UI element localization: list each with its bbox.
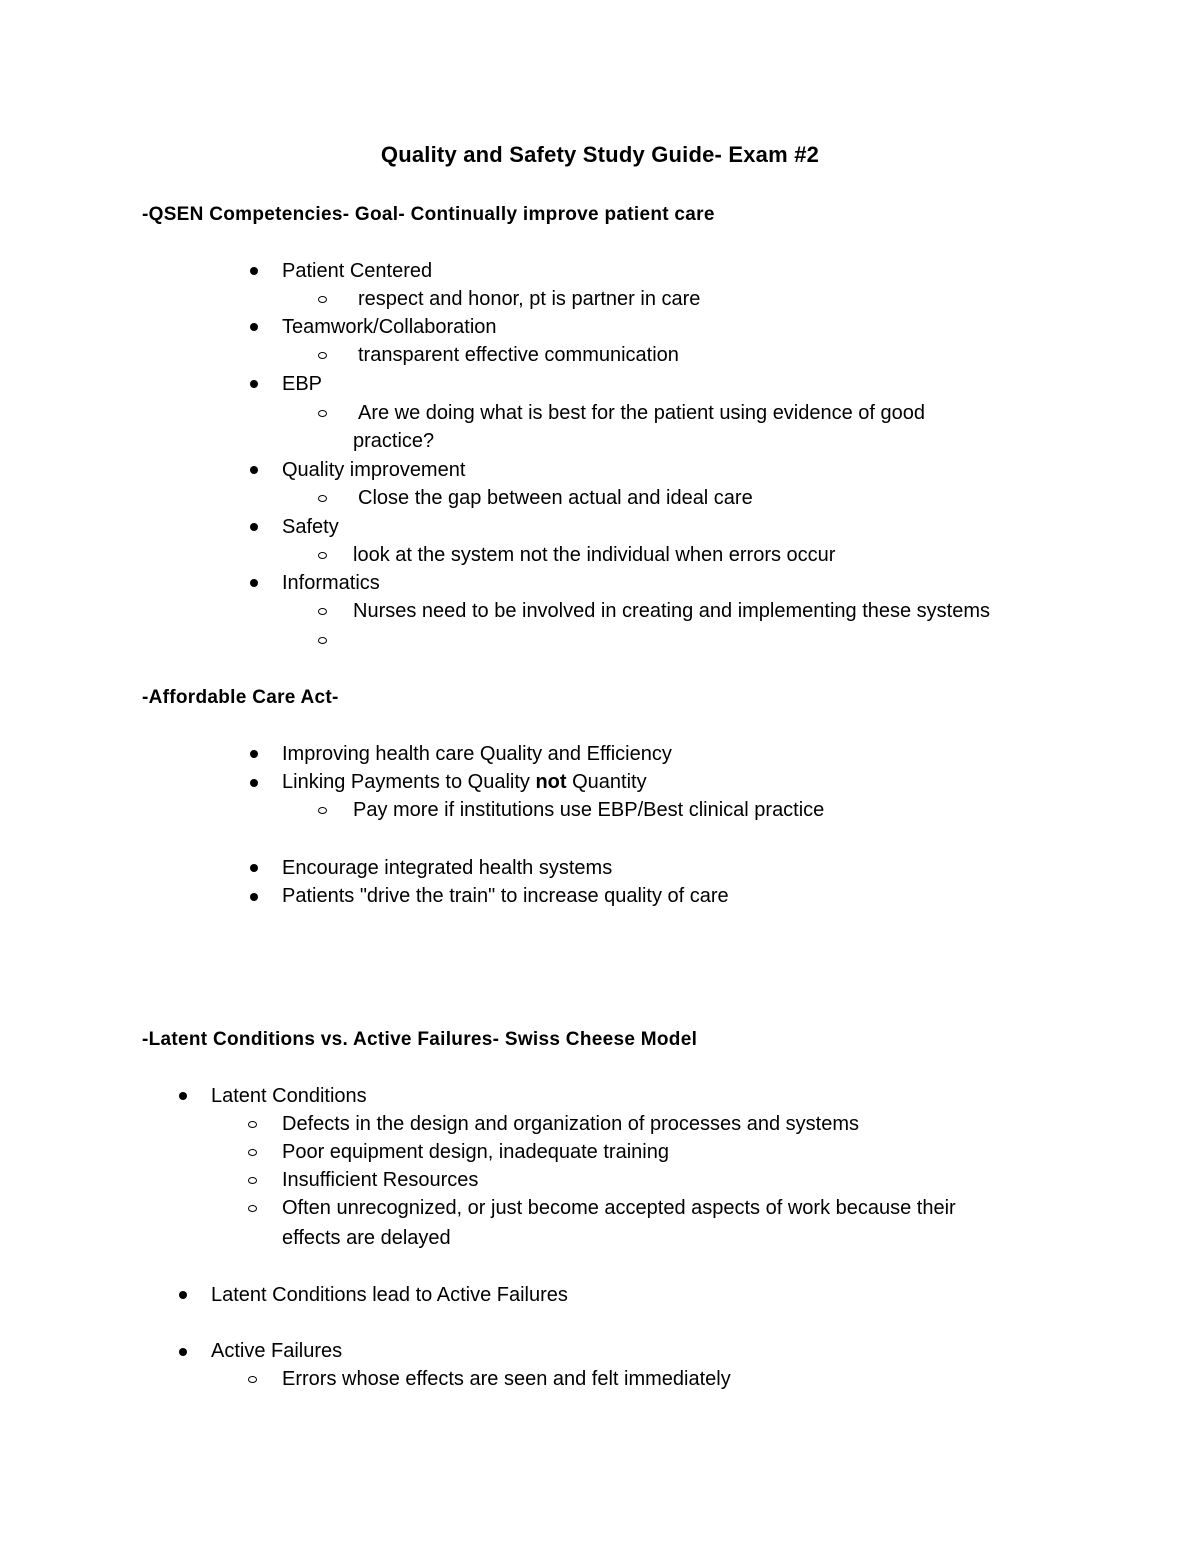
bullet-icon [250,750,258,758]
bullet-icon [250,466,258,474]
list-item: Safety [282,516,339,538]
sub-list-item: Pay more if institutions use EBP/Best clinical practice [353,799,825,821]
sub-list-item-continuation: practice? [353,430,435,452]
hollow-bullet-icon [318,608,327,615]
emphasis-text: not [535,771,567,793]
bullet-icon [250,579,258,587]
sub-list-item: Are we doing what is best for the patient using evidence of good [358,402,926,424]
list-item: Quality improvement [282,459,466,481]
hollow-bullet-icon [318,352,327,359]
bullet-icon [250,323,258,331]
sub-list-item: Often unrecognized, or just become accepted aspects of work because their [282,1197,956,1219]
hollow-bullet-icon [318,410,327,417]
sub-list-item: Poor equipment design, inadequate training [282,1141,669,1163]
list-item-text: Linking Payments to Quality [282,771,536,793]
sub-list-item: look at the system not the individual when errors occur [353,544,836,566]
hollow-bullet-icon [248,1121,257,1128]
section-heading-qsen: -QSEN Competencies- Goal- Continually improve patient care [142,204,715,225]
bullet-icon [250,864,258,872]
hollow-bullet-icon [318,637,327,644]
sub-list-item: Defects in the design and organization of processes and systems [282,1113,859,1135]
sub-list-item: Errors whose effects are seen and felt immediately [282,1368,731,1390]
list-item: Teamwork/Collaboration [282,316,497,338]
hollow-bullet-icon [318,296,327,303]
section-heading-swiss-cheese: -Latent Conditions vs. Active Failures- Swiss Cheese Model [142,1029,698,1050]
list-item: Patient Centered [282,260,433,282]
sub-list-item: transparent effective communication [358,344,679,366]
list-item: Encourage integrated health systems [282,857,613,879]
sub-list-item: Insufficient Resources [282,1169,479,1191]
list-item: Latent Conditions lead to Active Failures [211,1284,568,1306]
list-item [282,768,647,796]
hollow-bullet-icon [248,1376,257,1383]
bullet-icon [250,523,258,531]
hollow-bullet-icon [248,1205,257,1212]
list-item: Active Failures [211,1340,343,1362]
bullet-icon [179,1348,187,1356]
hollow-bullet-icon [318,552,327,559]
hollow-bullet-icon [318,807,327,814]
section-heading-aca: -Affordable Care Act- [142,687,339,708]
bullet-icon [250,267,258,275]
sub-list-item: Nurses need to be involved in creating and implementing these systems [353,600,991,622]
bullet-icon [250,380,258,388]
hollow-bullet-icon [248,1149,257,1156]
list-item: EBP [282,373,323,395]
bullet-icon [179,1291,187,1299]
list-item: Informatics [282,572,380,594]
bullet-icon [250,893,258,901]
list-item: Improving health care Quality and Efficiency [282,743,672,765]
hollow-bullet-icon [318,495,327,502]
bullet-icon [250,779,258,787]
sub-list-item: respect and honor, pt is partner in care [358,288,701,310]
bullet-icon [179,1092,187,1100]
hollow-bullet-icon [248,1177,257,1184]
list-item: Patients "drive the train" to increase quality of care [282,885,729,907]
list-item: Latent Conditions [211,1085,367,1107]
sub-list-item-continuation: effects are delayed [282,1227,451,1249]
page-title: Quality and Safety Study Guide- Exam #2 [380,142,820,167]
list-item-text: Quantity [566,771,647,793]
sub-list-item: Close the gap between actual and ideal care [358,487,753,509]
